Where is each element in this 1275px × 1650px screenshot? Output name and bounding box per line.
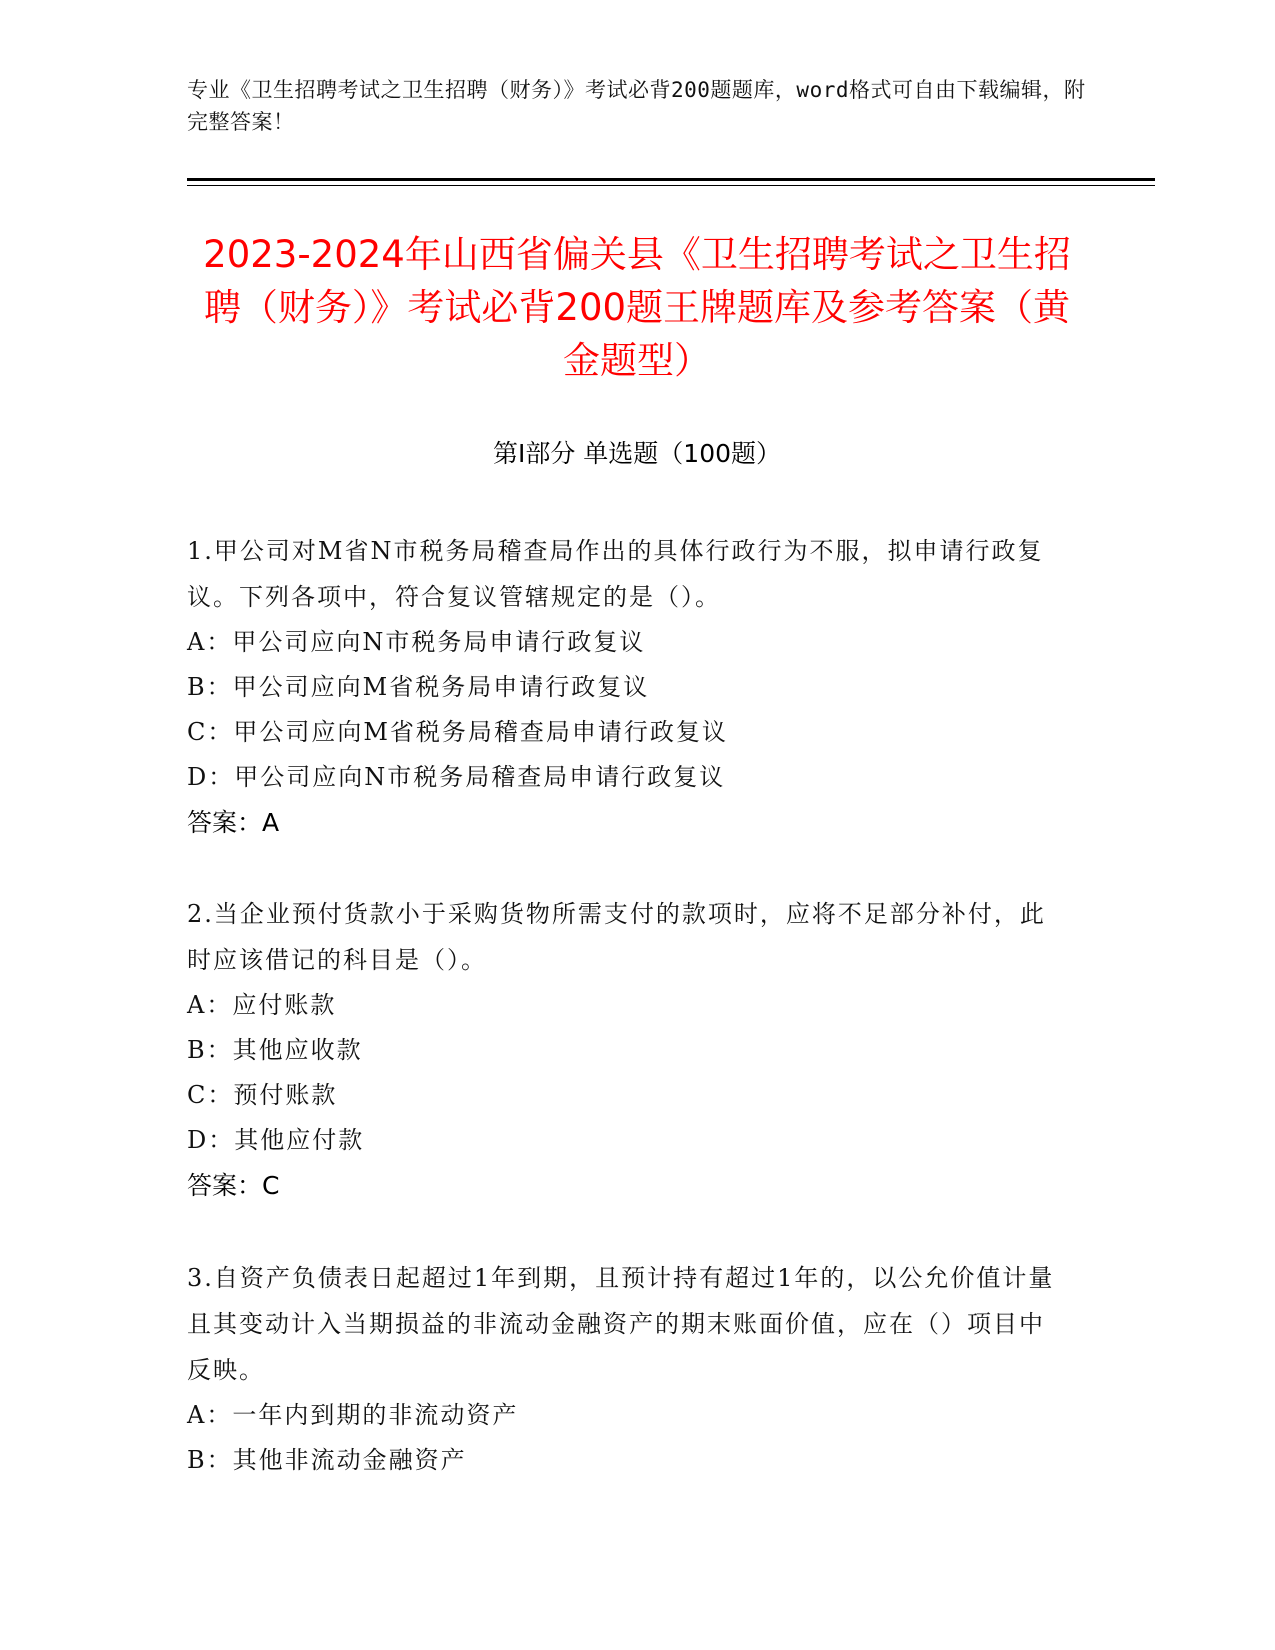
header-note: 专业《卫生招聘考试之卫生招聘（财务）》考试必背200题题库，word格式可自由下载编辑，附完整答案！ [187,78,1086,134]
option-d: D：其他应付款 [187,1126,365,1154]
option-b: B：其他非流动金融资产 [187,1446,467,1474]
answer-line: 答案：C [187,1171,280,1200]
section-heading: 第Ⅰ部分 单选题（100题） [492,439,782,468]
option-a: A：甲公司应向N市税务局申请行政复议 [187,628,646,656]
question-text: 3.自资产负债表日起超过1年到期，且预计持有超过1年的，以公允价值计量且其变动计入当期损益的非流动金融资产的期末账面价值，应在（）项目中反映。 [187,1264,1055,1384]
option-b: B：其他应收款 [187,1036,363,1064]
header-divider-thin [187,185,1155,186]
header-divider-thick [187,178,1155,181]
question-text: 2.当企业预付货款小于采购货物所需支付的款项时，应将不足部分补付，此时应该借记的科目是（）。 [187,900,1046,974]
option-c: C：甲公司应向M省税务局稽查局申请行政复议 [187,718,728,746]
document-title: 2023-2024年山西省偏关县《卫生招聘考试之卫生招聘（财务）》考试必背200题王牌题库及参考答案（黄金题型） [203,233,1071,382]
option-b: B：甲公司应向M省税务局申请行政复议 [187,673,650,701]
option-c: C：预付账款 [187,1081,338,1109]
answer-line: 答案：A [187,808,280,837]
question-text: 1.甲公司对M省N市税务局稽查局作出的具体行政行为不服，拟申请行政复议。下列各项中，符合复议管辖规定的是（）。 [187,537,1044,611]
option-d: D：甲公司应向N市税务局稽查局申请行政复议 [187,763,726,791]
option-a: A：一年内到期的非流动资产 [187,1401,519,1429]
option-a: A：应付账款 [187,991,337,1019]
question-item [187,1255,1067,1483]
question-item [187,528,1067,845]
question-item [187,891,1067,1208]
